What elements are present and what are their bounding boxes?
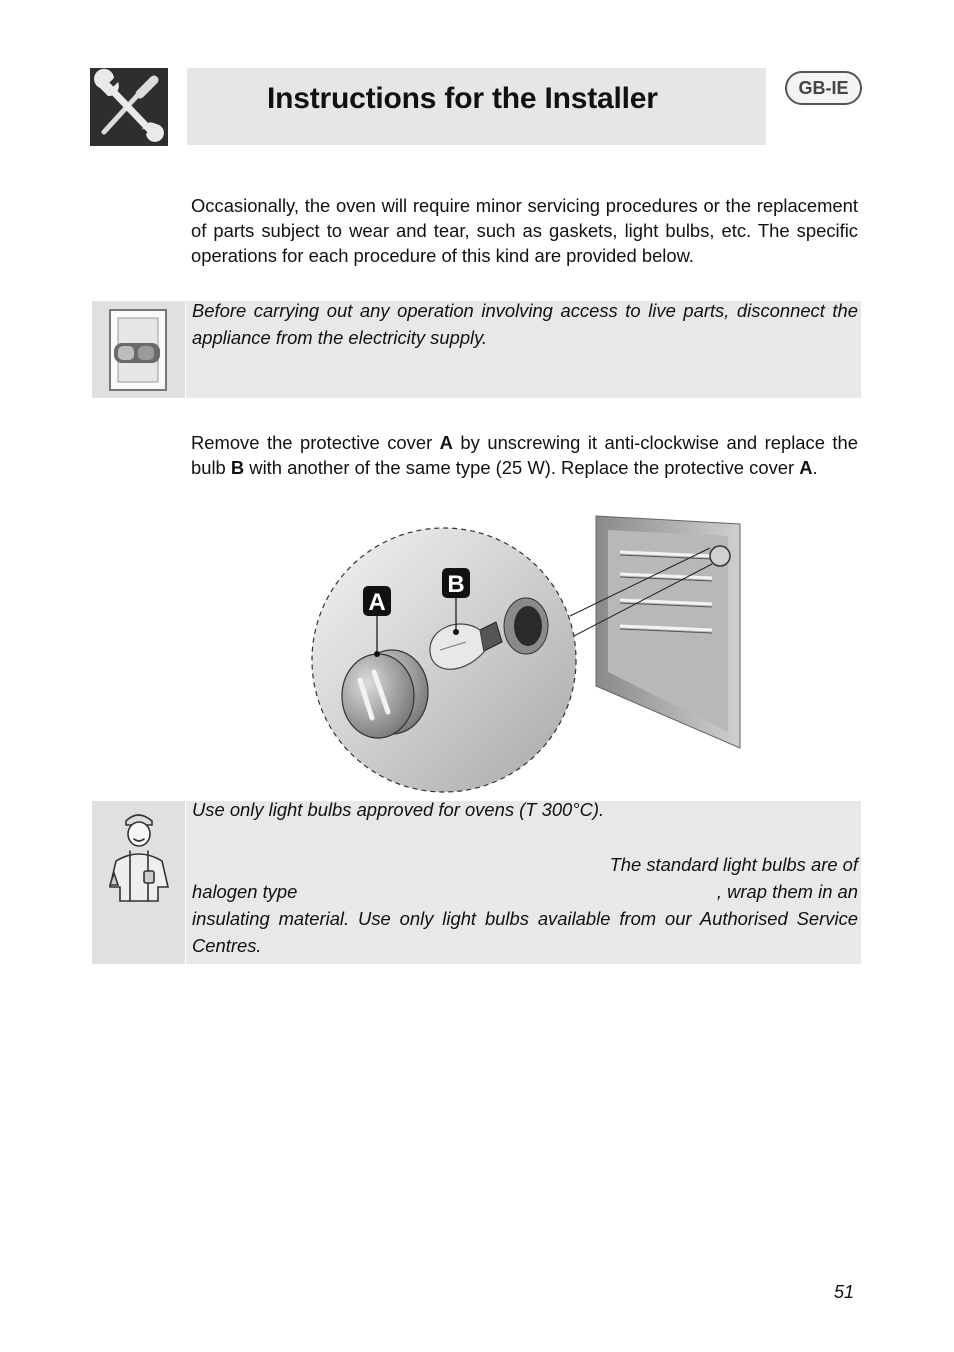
page-title: Instructions for the Installer (267, 82, 658, 115)
oven-cavity-illustration (596, 516, 740, 748)
page-number: 51 (833, 1282, 854, 1302)
wrench-screwdriver-icon (90, 68, 168, 146)
oven-lamp-figure (300, 512, 760, 797)
oven-lamp-location (710, 546, 730, 566)
instructions-text-1: Remove the protective cover (191, 432, 440, 453)
bulb-warning-line3-left: halogen type (192, 881, 298, 902)
region-badge: GB-IE (785, 71, 862, 105)
instructions-text-2: by unscrewing it anti-clockwise and replace the bulb (191, 432, 858, 478)
electric-warning-icon-cell (92, 301, 185, 398)
tools-logo (90, 68, 168, 146)
label-b-text: B (447, 571, 465, 598)
bulb-warning-line2: The standard light bulbs are of (609, 854, 858, 875)
instructions-text-4: . (812, 457, 818, 478)
bulb-instructions-paragraph (191, 430, 858, 480)
electric-warning-text: Before carrying out any operation involving access to live parts, disconnect the appliance from the electricity supply. (192, 300, 858, 348)
bulb-warning-line1: Use only light bulbs approved for ovens (T 300°C). (192, 799, 605, 820)
magnified-detail (312, 528, 576, 792)
bulb-warning-icon-cell (92, 801, 185, 964)
bulb-warning-line3-right: , wrap them in an (716, 881, 858, 902)
socket-unplug-icon (92, 301, 185, 398)
cover-label-a: A (439, 432, 453, 453)
bulb-warning-line4: insulating material. Use only light bulbs available from our Authorised Service Centres. (192, 908, 858, 956)
intro-paragraph: Occasionally, the oven will require minor servicing procedures or the replacement of parts subject to wear and tear, such as gaskets, light bulbs, etc. The specific operations for each procedure of this kind are provided below. (191, 195, 858, 266)
instructions-text-3: with another of the same type (25 W). Replace the protective cover (244, 457, 800, 478)
cover-label-a-again: A (799, 457, 813, 478)
label-a-text: A (368, 589, 386, 616)
technician-icon (92, 801, 185, 964)
bulb-label-b: B (230, 457, 245, 478)
